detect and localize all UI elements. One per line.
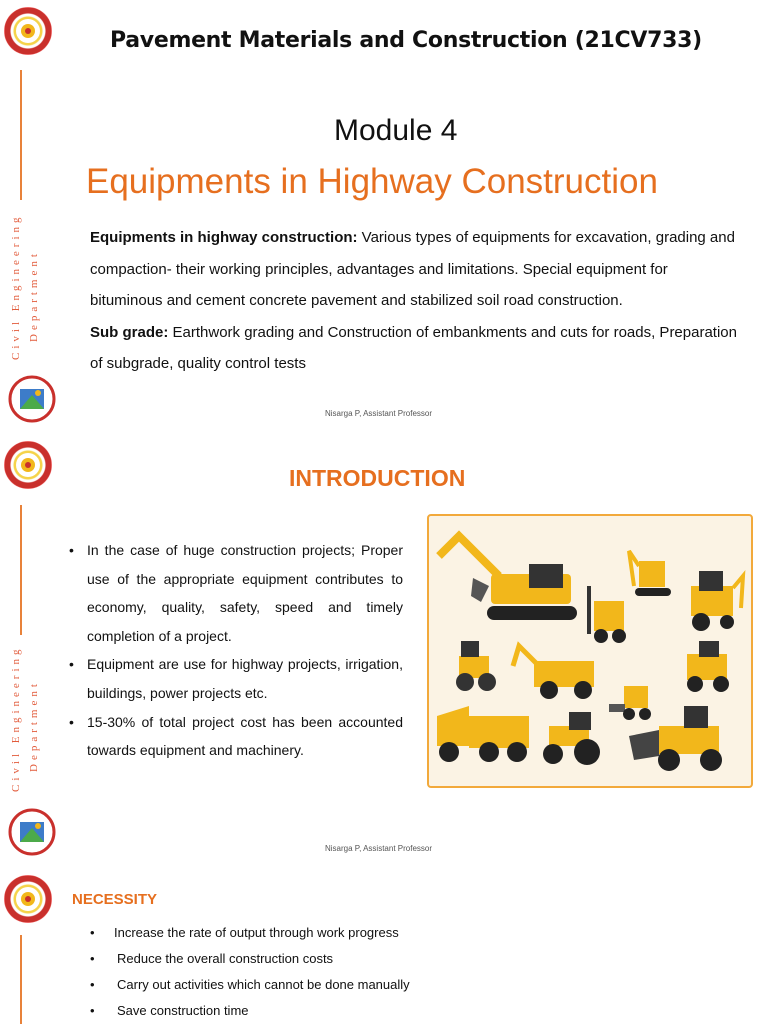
module-title: Module 4 [334,114,458,147]
department-logo [8,375,56,423]
department-label-2: Department [28,250,40,342]
list-item: • 15-30% of total project cost has been accounted towards equipment and machinery. [69,708,403,765]
tractor-icon [543,712,600,765]
syllabus-equipment-text: Various types of equipments for excavation, grading and compaction- their working principles, advantages and limitations. Special equipment for bituminous and cement concrete pavement and stabilized soil road construction. [90,229,735,309]
sidebar-divider-line [20,935,22,1024]
backhoe-loader-icon [691,571,743,631]
syllabus-label-equipment: Equipments in highway construction: [90,229,358,246]
slide-footer: Nisarga P, Assistant Professor [325,409,433,418]
introduction-heading: INTRODUCTION [289,465,466,491]
forklift-icon [587,586,626,643]
road-roller-icon [456,641,496,691]
sidebar-divider-line [20,505,22,635]
department-logo [8,808,56,856]
department-label-2: Department [28,680,40,772]
syllabus-label-subgrade: Sub grade: [90,323,169,341]
necessity-list [90,920,690,1024]
list-item: • Reduce the overall construction costs [90,951,334,966]
syllabus-subgrade-text: Earthwork grading and Construction of embankments and cuts for roads, Preparation of subgrade, quality control tests [90,323,737,372]
list-item: • Equipment are use for highway projects, irrigation, buildings, power projects etc. [69,650,403,707]
excavator-icon [439,536,577,620]
institute-logo [5,442,51,488]
department-label: Civil Engineering [10,645,22,792]
necessity-heading: NECESSITY [72,891,158,908]
slide-footer: Nisarga P, Assistant Professor [325,844,433,853]
list-item: • Carry out activities which cannot be done manually [90,977,410,992]
list-item: • Save construction time [90,1003,249,1018]
course-title: Pavement Materials and Construction (21CV733) [110,28,702,53]
loader-icon [687,641,729,692]
chapter-title: Equipments in Highway Construction [86,162,658,201]
list-item: • In the case of huge construction projects; Proper use of the appropriate equipment contributes to economy, quality, safety, speed and timely completion of a project. [69,536,403,650]
mini-excavator-icon [629,551,671,596]
construction-equipment-image [427,514,753,788]
dump-truck-icon [437,706,529,762]
department-label: Civil Engineering [10,213,22,360]
institute-logo [5,876,51,922]
list-item: • Increase the rate of output through work progress [90,925,399,940]
telehandler-icon [513,646,594,699]
syllabus-text [90,222,740,380]
introduction-bullets [69,536,403,765]
skid-steer-icon [609,686,651,720]
institute-logo [5,8,51,54]
sidebar-divider-line [20,70,22,200]
